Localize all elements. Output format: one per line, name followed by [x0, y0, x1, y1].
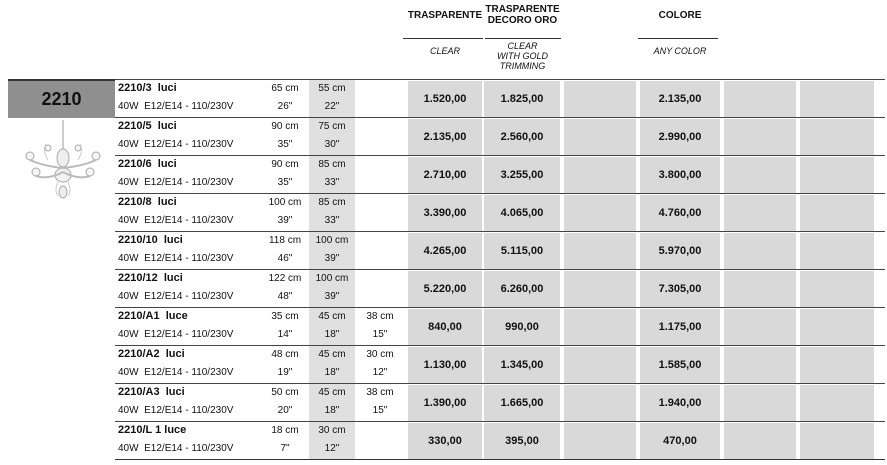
model-number-box: 2210 [8, 79, 115, 118]
dimension-1-cm: 18 cm [271, 425, 299, 436]
extra-col-2 [800, 309, 874, 345]
extra-col-2 [800, 119, 874, 155]
dimension-1-inch: 19" [277, 367, 293, 378]
dimension-2 [309, 232, 355, 270]
item-name: 2210/8 luci [118, 196, 177, 208]
price-color: 470,00 [640, 423, 720, 459]
dimension-1-cm: 100 cm [268, 197, 302, 208]
extra-col-1 [724, 233, 796, 269]
price-gold: 3.255,00 [484, 157, 560, 193]
dimension-3 [357, 232, 403, 270]
dimension-2-inch: 33" [324, 215, 340, 226]
extra-col-1 [724, 385, 796, 421]
row-divider [115, 155, 885, 156]
price-empty-col [564, 385, 636, 421]
row-divider [115, 231, 885, 232]
dimension-2-inch: 33" [324, 177, 340, 188]
header-decoro-line1: TRASPARENTE [485, 4, 560, 15]
dimension-3 [357, 308, 403, 346]
dimension-1-cm: 50 cm [271, 387, 299, 398]
row-divider [115, 383, 885, 384]
dimension-3 [357, 346, 403, 384]
price-gold: 6.260,00 [484, 271, 560, 307]
price-color: 4.760,00 [640, 195, 720, 231]
dimension-2 [309, 346, 355, 384]
extra-col-2 [800, 347, 874, 383]
item-name: 2210/A3 luci [118, 386, 185, 398]
dimension-3 [357, 422, 403, 460]
price-gold: 1.825,00 [484, 81, 560, 117]
dimension-3 [357, 384, 403, 422]
item-name: 2210/12 luci [118, 272, 183, 284]
chandelier-image [18, 120, 108, 210]
dimension-3-inch: 15" [372, 405, 388, 416]
price-color: 2.135,00 [640, 81, 720, 117]
price-empty-col [564, 157, 636, 193]
dimension-3 [357, 194, 403, 232]
dimension-2 [309, 80, 355, 118]
dimension-1 [262, 232, 308, 270]
subheader-gold-line2: WITH GOLD [497, 51, 548, 61]
dimension-3 [357, 270, 403, 308]
price-clear: 840,00 [408, 309, 482, 345]
extra-col-1 [724, 423, 796, 459]
dimension-1 [262, 422, 308, 460]
dimension-3-cm: 30 cm [366, 349, 394, 360]
dimension-1-cm: 35 cm [271, 311, 299, 322]
item-spec: 40W E12/E14 - 110/230V [118, 367, 234, 378]
price-color: 1.585,00 [640, 347, 720, 383]
dimension-1-inch: 39" [277, 215, 293, 226]
header-trasparente: TRASPARENTE [407, 10, 483, 21]
extra-col-1 [724, 347, 796, 383]
item-spec: 40W E12/E14 - 110/230V [118, 215, 234, 226]
price-gold: 2.560,00 [484, 119, 560, 155]
item-spec: 40W E12/E14 - 110/230V [118, 177, 234, 188]
dimension-2-inch: 18" [324, 405, 340, 416]
dimension-2-inch: 39" [324, 291, 340, 302]
dimension-2-cm: 55 cm [318, 83, 346, 94]
extra-col-1 [724, 119, 796, 155]
dimension-1-inch: 35" [277, 177, 293, 188]
dimension-2 [309, 422, 355, 460]
dimension-2-cm: 75 cm [318, 121, 346, 132]
header-decoro-line2: DECORO ORO [487, 15, 558, 26]
extra-col-2 [800, 271, 874, 307]
item-name: 2210/L 1 luce [118, 424, 187, 436]
dimension-1 [262, 270, 308, 308]
row-divider [115, 117, 885, 118]
dimension-2-cm: 85 cm [318, 159, 346, 170]
dimension-3 [357, 156, 403, 194]
dimension-2-cm: 45 cm [318, 349, 346, 360]
price-clear: 5.220,00 [408, 271, 482, 307]
row-divider [115, 421, 885, 422]
row-divider [115, 307, 885, 308]
dimension-1-inch: 20" [277, 405, 293, 416]
price-color: 5.970,00 [640, 233, 720, 269]
dimension-2-cm: 45 cm [318, 311, 346, 322]
price-empty-col [564, 195, 636, 231]
dimension-2-cm: 30 cm [318, 425, 346, 436]
dimension-2-cm: 100 cm [315, 235, 349, 246]
dimension-1-inch: 46" [277, 253, 293, 264]
subheader-any-color: ANY COLOR [653, 46, 707, 56]
header-trasparente-decoro [485, 4, 560, 26]
price-empty-col [564, 347, 636, 383]
item-name: 2210/10 luci [118, 234, 183, 246]
dimension-3-inch: 15" [372, 329, 388, 340]
price-empty-col [564, 309, 636, 345]
dimension-3-cm: 38 cm [366, 387, 394, 398]
dimension-2 [309, 118, 355, 156]
extra-col-1 [724, 309, 796, 345]
header-rule-trasparente [403, 38, 483, 39]
subheader-gold-line1: CLEAR [507, 41, 538, 51]
dimension-2-cm: 85 cm [318, 197, 346, 208]
dimension-2 [309, 308, 355, 346]
dimension-1-inch: 48" [277, 291, 293, 302]
price-empty-col [564, 119, 636, 155]
price-empty-col [564, 423, 636, 459]
dimension-2-inch: 39" [324, 253, 340, 264]
extra-col-2 [800, 157, 874, 193]
price-gold: 990,00 [484, 309, 560, 345]
price-color: 3.800,00 [640, 157, 720, 193]
item-spec: 40W E12/E14 - 110/230V [118, 139, 234, 150]
dimension-1-inch: 7" [280, 443, 290, 454]
header-colore: COLORE [658, 10, 702, 21]
header-rule-decoro [485, 38, 561, 39]
item-name: 2210/3 luci [118, 82, 177, 94]
subheader-gold-line3: TRIMMING [499, 61, 546, 71]
price-gold: 1.345,00 [484, 347, 560, 383]
dimension-1 [262, 308, 308, 346]
price-clear: 1.130,00 [408, 347, 482, 383]
price-clear: 2.135,00 [408, 119, 482, 155]
dimension-2-inch: 12" [324, 443, 340, 454]
price-color: 7.305,00 [640, 271, 720, 307]
item-spec: 40W E12/E14 - 110/230V [118, 405, 234, 416]
dimension-1-inch: 26" [277, 101, 293, 112]
extra-col-1 [724, 157, 796, 193]
item-name: 2210/5 luci [118, 120, 177, 132]
price-color: 2.990,00 [640, 119, 720, 155]
dimension-2 [309, 270, 355, 308]
row-divider [115, 269, 885, 270]
item-spec: 40W E12/E14 - 110/230V [118, 443, 234, 454]
dimension-2 [309, 156, 355, 194]
extra-col-2 [800, 81, 874, 117]
extra-col-2 [800, 385, 874, 421]
row-divider [115, 345, 885, 346]
dimension-1-cm: 118 cm [268, 235, 302, 246]
subheader-clear-gold [485, 41, 560, 71]
dimension-3-cm: 38 cm [366, 311, 394, 322]
row-divider [115, 193, 885, 194]
header-rule-colore [638, 38, 718, 39]
dimension-1 [262, 118, 308, 156]
dimension-1-cm: 90 cm [271, 159, 299, 170]
item-name: 2210/A2 luci [118, 348, 185, 360]
price-gold: 395,00 [484, 423, 560, 459]
dimension-2-inch: 22" [324, 101, 340, 112]
item-spec: 40W E12/E14 - 110/230V [118, 291, 234, 302]
dimension-2 [309, 194, 355, 232]
extra-col-2 [800, 233, 874, 269]
price-gold: 1.665,00 [484, 385, 560, 421]
dimension-1 [262, 156, 308, 194]
dimension-1-cm: 122 cm [268, 273, 302, 284]
dimension-2 [309, 384, 355, 422]
dimension-2-cm: 45 cm [318, 387, 346, 398]
dimension-2-cm: 100 cm [315, 273, 349, 284]
dimension-1 [262, 80, 308, 118]
dimension-1-cm: 65 cm [271, 83, 299, 94]
price-empty-col [564, 233, 636, 269]
dimension-3-inch: 12" [372, 367, 388, 378]
dimension-1-cm: 48 cm [271, 349, 299, 360]
dimension-1-inch: 35" [277, 139, 293, 150]
price-clear: 4.265,00 [408, 233, 482, 269]
item-spec: 40W E12/E14 - 110/230V [118, 329, 234, 340]
price-color: 1.940,00 [640, 385, 720, 421]
dimension-1 [262, 384, 308, 422]
dimension-1 [262, 346, 308, 384]
extra-col-2 [800, 423, 874, 459]
item-spec: 40W E12/E14 - 110/230V [118, 253, 234, 264]
item-name: 2210/A1 luce [118, 310, 188, 322]
dimension-1-inch: 14" [277, 329, 293, 340]
price-clear: 1.390,00 [408, 385, 482, 421]
price-clear: 2.710,00 [408, 157, 482, 193]
price-clear: 3.390,00 [408, 195, 482, 231]
extra-col-2 [800, 195, 874, 231]
dimension-1 [262, 194, 308, 232]
dimension-3 [357, 118, 403, 156]
dimension-3 [357, 80, 403, 118]
price-empty-col [564, 271, 636, 307]
item-name: 2210/6 luci [118, 158, 177, 170]
dimension-1-cm: 90 cm [271, 121, 299, 132]
table-bottom-rule [115, 459, 885, 460]
price-clear: 1.520,00 [408, 81, 482, 117]
subheader-clear: CLEAR [429, 46, 460, 56]
extra-col-1 [724, 81, 796, 117]
dimension-2-inch: 18" [324, 367, 340, 378]
dimension-2-inch: 18" [324, 329, 340, 340]
dimension-2-inch: 30" [324, 139, 340, 150]
extra-col-1 [724, 271, 796, 307]
price-clear: 330,00 [408, 423, 482, 459]
price-color: 1.175,00 [640, 309, 720, 345]
price-gold: 5.115,00 [484, 233, 560, 269]
price-empty-col [564, 81, 636, 117]
row-divider [115, 79, 885, 80]
item-spec: 40W E12/E14 - 110/230V [118, 101, 234, 112]
extra-col-1 [724, 195, 796, 231]
price-gold: 4.065,00 [484, 195, 560, 231]
